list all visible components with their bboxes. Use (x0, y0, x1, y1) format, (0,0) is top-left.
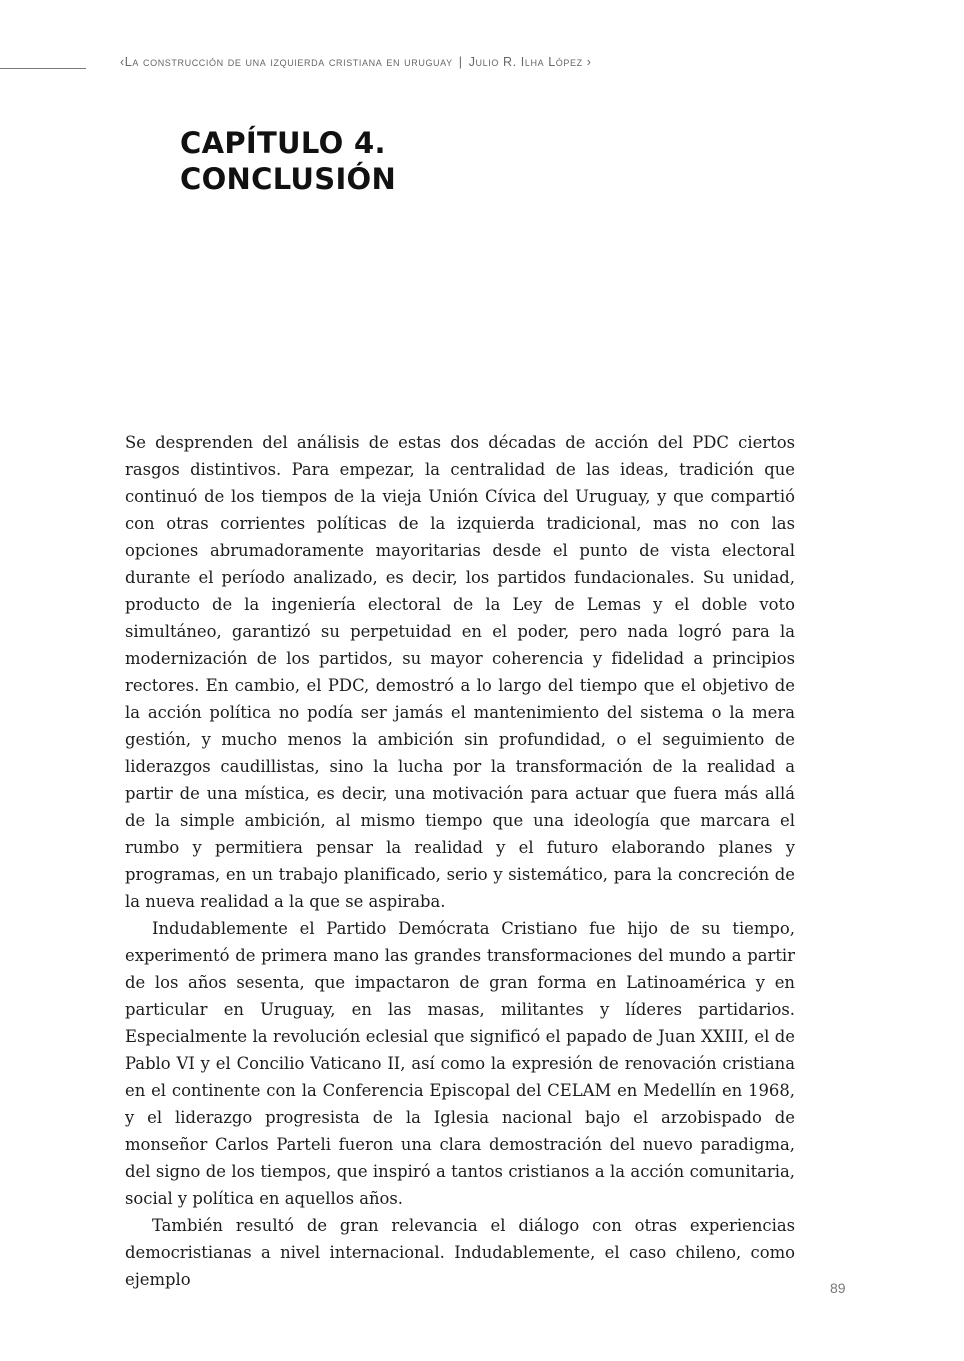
paragraph-1: Se desprenden del análisis de estas dos décadas de acción del PDC ciertos rasgos distintivos. Para empezar, la centralidad de las ideas, tradición que continuó de los tiempos de la vieja Unión Cívica del Uruguay, y que compartió con otras corrientes políticas de la izquierda tradicional, mas no con las opciones abrumadoramente mayoritarias desde el punto de vista electoral durante el período analizado, es decir, los partidos fundacionales. Su unidad, producto de la ingeniería electoral de la Ley de Lemas y el doble voto simultáneo, garantizó su perpetuidad en el poder, pero nada logró para la modernización de los partidos, su mayor coherencia y fidelidad a principios rectores. En cambio, el PDC, demostró a lo largo del tiempo que el objetivo de la acción política no podía ser jamás el mantenimiento del sistema o la mera gestión, y mucho menos la ambición sin profundidad, o el seguimiento de liderazgos caudillistas, sino la lucha por la transformación de la realidad a partir de una mística, es decir, una motivación para actuar que fuera más allá de la simple ambición, al mismo tiempo que una ideología que marcara el rumbo y permitiera pensar la realidad y el futuro elaborando planes y programas, en un trabajo planificado, serio y sistemático, para la concreción de la nueva realidad a la que se aspiraba. (125, 433, 795, 911)
running-head-book-title: La construcción de una izquierda cristiana en uruguay (124, 55, 453, 69)
page-number: 89 (830, 1280, 846, 1296)
running-head-open-mark: ‹ (120, 55, 125, 69)
paragraph-3: También resultó de gran relevancia el diálogo con otras experiencias democristianas a nivel internacional. Indudablemente, el caso chileno, como ejemplo (125, 1216, 795, 1289)
chapter-title-line-1: CAPÍTULO 4. (180, 126, 386, 160)
running-head (120, 55, 592, 69)
running-head-separator: | (458, 55, 463, 69)
paragraph-2: Indudablemente el Partido Demócrata Cristiano fue hijo de su tiempo, experimentó de primera mano las grandes transformaciones del mundo a partir de los años sesenta, que impactaron de gran forma en Latinoamérica y en particular en Uruguay, en las masas, militantes y líderes partidarios. Especialmente la revolución eclesial que significó el papado de Juan XXIII, el de Pablo VI y el Concilio Vaticano II, así como la expresión de renovación cristiana en el continente con la Conferencia Episcopal del CELAM en Medellín en 1968, y el liderazgo progresista de la Iglesia nacional bajo el arzobispado de monseñor Carlos Parteli fueron una clara demostración del nuevo paradigma, del signo de los tiempos, que inspiró a tantos cristianos a la acción comunitaria, social y política en aquellos años. (125, 919, 795, 1208)
body-text (125, 429, 795, 1293)
chapter-title-line-2: CONCLUSIÓN (180, 162, 397, 196)
running-head-close-mark: › (586, 55, 592, 69)
header-rule (0, 68, 86, 69)
chapter-title (180, 125, 396, 197)
running-head-author: Julio R. Ilha López (468, 55, 583, 69)
